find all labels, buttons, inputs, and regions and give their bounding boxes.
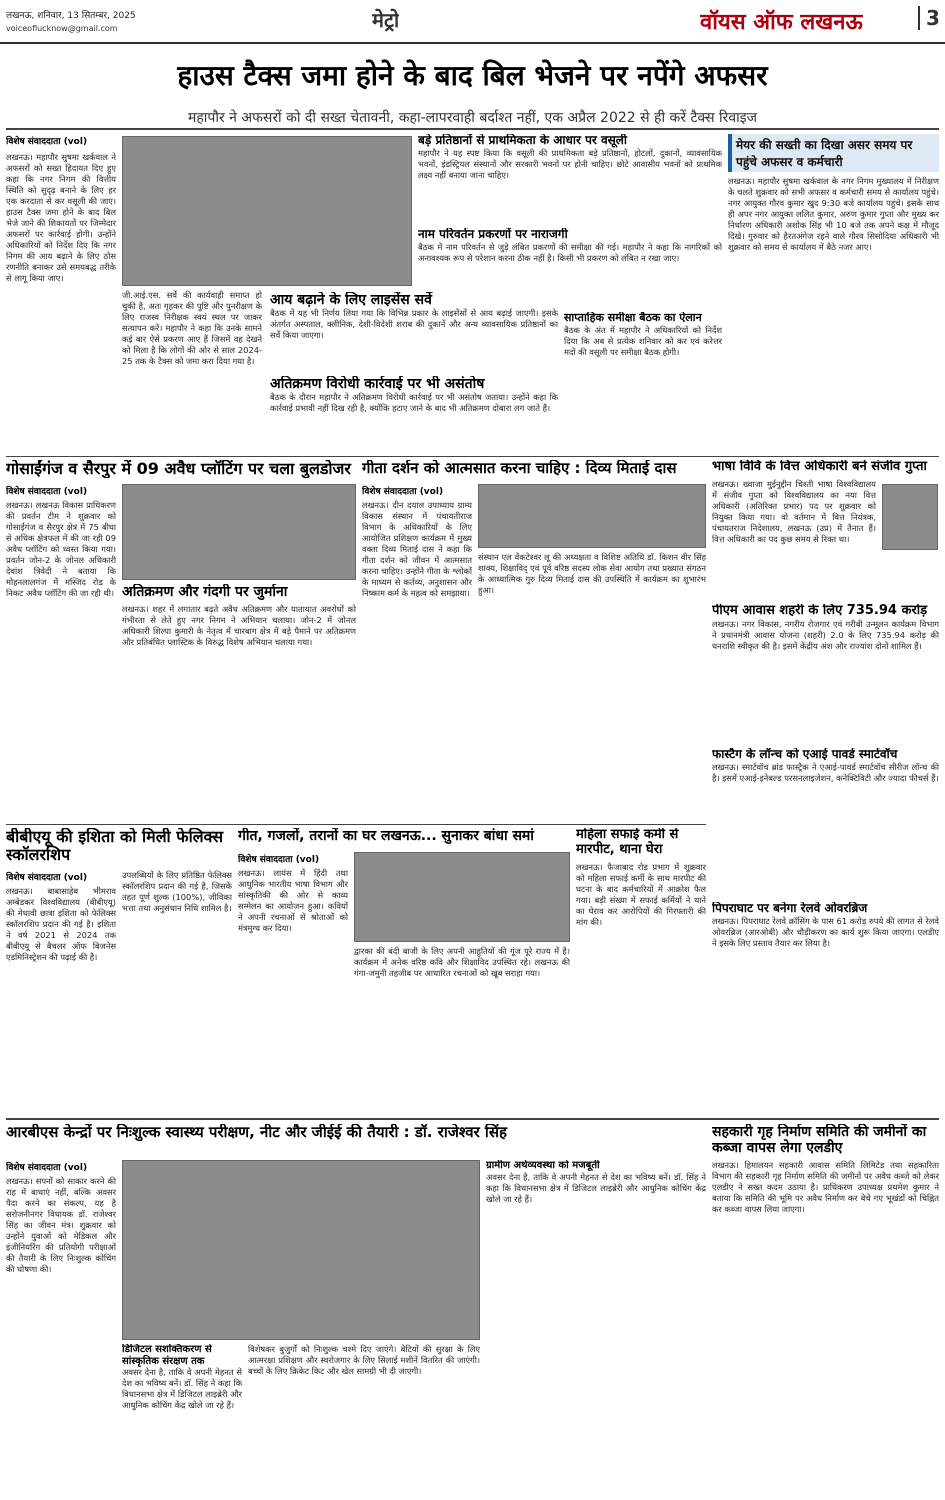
gita-text: लखनऊ। दीन दयाल उपाध्याय ग्राम्य विकास संस्थान में पंचायतीराज विभाग के अधिकारियों के लिए आयोजित प्रशिक्षण कार्यक्रम में मुख्य वक्ता दिव्य मिताई दास ने कहा कि गीता दर्शन को जीवन में आत्मसात करना चाहिए। उन्होंने गीता के श्लोकों के माध्यम से कर्तव्य, अनुशासन और निष्काम कर्म के महत्व को समझाया। [362,500,472,598]
health-text-3: विशेषकर बुजुर्गों को निःशुल्क चश्मे दिए जाएंगे। बेटियों की सुरक्षा के लिए आत्मरक्षा प्रशिक्षण और स्वरोजगार के लिए सिलाई मशीनें वितरित की जाएंगी। बच्चों के लिए क्रिकेट किट और खेल सामग्री भी दी जाएगी। [248,1344,480,1376]
vc-portrait [882,484,938,550]
mahila-text: लखनऊ। फैजाबाद रोड प्रभाग में शुक्रवार को महिला सफाई कर्मी के साथ मारपीट की घटना के बाद कर्मचारियों में आक्रोश फैल गया। बड़ी संख्या में सफाई कर्मियों ने थाने का घेराव कर आरोपियों की गिरफ्तारी की मांग की। [576,861,706,927]
health-photo [122,1160,480,1340]
geet-text: लखनऊ। लायंस में हिंदी तथा आधुनिक भारतीय भाषा विभाग और सांस्कृतिकी की ओर से काव्य सम्मेलन का आयोजन हुआ। कवियों ने अपनी रचनाओं से श्रोताओं को मंत्रमुग्ध कर दिया। [238,868,348,933]
divider [6,128,939,130]
page-number: 3 [918,6,940,30]
lda-story [712,1124,939,1494]
divider [6,456,939,457]
rural-box [486,1160,706,1494]
contact-email: voiceoflucknow@gmail.com [6,24,118,33]
mayor-story-text: लखनऊ। महापौर सुषमा खर्कवाल के नगर निगम मुख्यालय में निरीक्षण के चलते शुक्रवार को सभी अफसर व कर्मचारी समय से कार्यालय पहुंचे। नगर आयुक्त गौरव कुमार खुद 9:30 बजे कार्यालय पहुंचे। इसके साथ ही अपर नगर आयुक्त ललित कुमार, अरुण कुमार गुप्ता और मुख्य कर निर्धारण अधिकारी अशोक सिंह भी 10 बजे तक अपने कक्ष में मौजूद दिखे। गुरुवार को हैरतअंगेज रहने वाले गौरव सिसोदिया अधिकारी भी शुक्रवार को समय से कार्यालय में बैठे नजर आए। [728,176,939,252]
newspaper-brand: वॉयस ऑफ लखनऊ [700,10,863,35]
rural-box-title: ग्रामीण अर्थव्यवस्था को मजबूती [486,1160,600,1171]
mayor-story [728,134,939,452]
divider [6,824,706,825]
meeting-photo [122,136,412,286]
bbau-text: लखनऊ। बाबासाहेब भीमराव अम्बेडकर विश्वविद्यालय (बीबीएयू) की मेधावी छात्रा इशिता को फेलिक्स स्कॉलरशिप प्रदान की गई है। इशिता ने वर्ष 2021 से 2024 तक बीबीएयू से बैचलर ऑफ बिजनेस एडमिनिस्ट्रेशन की पढ़ाई की है। [6,886,116,962]
pipraghat-story [712,902,939,1112]
bulldozer-text: लखनऊ। लखनऊ विकास प्राधिकरण की प्रवर्तन टीम ने शुक्रवार को गोसाईंगंज व सैरपुर क्षेत्र में 75 बीघा से अधिक क्षेत्रफल में की जा रही 09 अवैध प्लॉटिंग को ध्वस्त किया गया। प्रवर्तन जोन-2 के जोनल अधिकारी देवांश त्रिवेदी ने बताया कि मोहनलालगंज में मस्जिद रोड के निकट अवैध प्लॉटिंग की जा रही थी। [6,500,116,598]
pm-awas-text: लखनऊ। नगर विकास, नगरीय रोजगार एवं गरीबी उन्मूलन कार्यक्रम विभाग ने प्रधानमंत्री आवास योजना (शहरी) 2.0 के लिए 735.94 करोड़ की धनराशि स्वीकृत की है। इसमें केंद्रीय अंश और राज्यांश दोनों शामिल हैं। [712,618,939,651]
health-headline: आरबीएस केन्द्रों पर निःशुल्क स्वास्थ्य परीक्षण, नीट और जीईई की तैयारी : डॉ. राजेश्वर सिंह [6,1124,507,1141]
gita-headline: गीता दर्शन को आत्मसात करना चाहिए : दिव्य मिताई दास [362,460,677,477]
bbau-byline: विशेष संवाददाता (vol) [6,873,88,883]
gita-text-2: संस्थान एल वेंकटेश्वर लू की अध्यक्षता व विशिष्ट अतिथि डॉ. किशन वीर सिंह शाक्य, शिक्षाविद् एवं पूर्व वरिष्ठ सदस्य लोक सेवा आयोग तथा प्रख्यात संगठन के आध्यात्मिक गुरु दिव्य मिताई दास की उपस्थिति में कार्यक्रम का शुभारंभ हुआ। [478,552,706,595]
section-label: मेट्रो [372,8,400,32]
gita-byline: विशेष संवाददाता (vol) [362,487,444,497]
bbau-text-2: उपलब्धियों के लिए प्रतिष्ठित फेलिक्स स्कॉलरशिप प्रदान की गई है, जिसके तहत पूर्ण शुल्क (100%), जीविका भत्ता तथा अनुसंधान निधि शामिल है। [122,870,232,913]
geet-photo [354,852,570,942]
pm-awas-headline: पीएम आवास शहरी के लिए 735.94 करोड़ [712,604,928,618]
bulldozer-photo [122,484,356,580]
sidebar-3 [270,292,558,372]
gita-photo [478,484,706,548]
digital-box-title: डिजिटल सशक्तिकरण से सांस्कृतिक संरक्षण तक [122,1344,212,1367]
vc-headline: भाषा विवि के वित्त अधिकारी बने संजीव गुप्ता [712,460,927,474]
sidebar-5 [564,312,722,452]
sidebar-4-title: अतिक्रमण विरोधी कार्रवाई पर भी असंतोष [270,376,485,392]
penalty-title: अतिक्रमण और गंदगी पर जुर्माना [122,584,288,600]
sidebar-3-title: आय बढ़ाने के लिए लाइसेंस सर्वे [270,292,432,308]
rural-box-text: अवसर देना है, ताकि वे अपनी मेहनत से देश का भविष्य बनें। डॉ. सिंह ने कहा कि विधानसभा क्षेत्र में डिजिटल लाइब्रेरी और आधुनिक कोचिंग केंद्र खोले जा रहे हैं। [486,1171,706,1204]
fastag-text: लखनऊ। स्मार्टवॉच ब्रांड फास्ट्रैक ने एआई-पावर्ड स्मार्टवॉच सीरीज लॉन्च की है। इसमें एआई-इनेबल्ड परसनलाइजेशन, कनेक्टिविटी और ज्यादा फीचर्स हैं। [712,761,939,783]
masthead [0,0,945,44]
divider [6,1118,939,1120]
pm-awas-story [712,604,939,744]
pipraghat-text: लखनऊ। पिपराघाट रेलवे क्रॉसिंग के पास 61 करोड़ रुपये की लागत से रेलवे ओवरब्रिज (आरओबी) और चौड़ीकरण का कार्य शुरू किया जाएगा। एलडीए ने इसके लिए प्रस्ताव तैयार कर लिया है। [712,915,939,948]
health-text: लखनऊ। सपनों को साकार करने की राह में बाधाएं नहीं, बल्कि अवसर पैदा करने का संकल्प, यह है सरोजनीनगर विधायक डॉ. राजेश्वर सिंह का जीवन मंत्र। शुक्रवार को उन्होंने युवाओं को मेडिकल और इंजीनियरिंग की प्रतियोगी परीक्षाओं की तैयारी के लिए निःशुल्क कोचिंग की घोषणा की। [6,1176,116,1274]
sidebar-4-text: बैठक के दौरान महापौर ने अतिक्रमण विरोधी कार्रवाई पर भी असंतोष जताया। उन्होंने कहा कि कार्रवाई प्रभावी नहीं दिख रही है, क्योंकि हटाए जाने के बाद भी अतिक्रमण दोबारा लग जाते हैं। [270,392,558,414]
digital-box [122,1344,242,1494]
sidebar-2-title: नाम परिवर्तन प्रकरणों पर नाराजगी [418,228,568,241]
sidebar-1 [418,134,722,224]
sidebar-5-text: बैठक के अंत में महापौर ने अधिकारियों को निर्देश दिया कि अब से प्रत्येक शनिवार को कर एवं करेत्तर मदों की वसूली पर समीक्षा बैठक होगी। [564,324,722,357]
lead-headline: हाउस टैक्स जमा होने के बाद बिल भेजने पर नपेंगे अफसर [177,59,768,92]
mahila-story [576,828,706,1112]
vc-text: लखनऊ। ख्वाजा मुईनुद्दीन चिश्ती भाषा विश्वविद्यालय में संजीव गुप्ता को विश्वविद्यालय का नया वित्त अधिकारी (अतिरिक्त प्रभार) पद पर शुक्रवार को नियुक्त किया गया। वो वर्तमान में वित्त नियंत्रक, पंचायतराज निदेशालय, लखनऊ (उप्र) में तैनात हैं। वित्त अधिकारी का पद कुछ समय से रिक्त था। [712,478,876,544]
sidebar-4 [270,376,558,452]
lead-byline: विशेष संवाददाता (vol) [6,137,88,147]
sidebar-1-text: महापौर ने यह स्पष्ट किया कि वसूली की प्राथमिकता बड़े प्रतिष्ठानों, होटलों, दुकानों, व्यावसायिक भवनों, इंडस्ट्रियल संस्थानों और सरकारी भवनों पर होनी चाहिए। छोटे आवासीय भवनों को प्राथमिक लक्ष्य नहीं बनाया जाना चाहिए। [418,147,722,180]
lda-headline: सहकारी गृह निर्माण समिति की जमीनों का कब्जा वापस लेगा एलडीए [712,1124,927,1157]
digital-box-text: अवसर देना है, ताकि वे अपनी मेहनत से देश का भविष्य बनें। डॉ. सिंह ने कहा कि विधानसभा क्षेत्र में डिजिटल लाइब्रेरी और आधुनिक कोचिंग केंद्र खोले जा रहे हैं। [122,1367,242,1410]
sidebar-2-text: बैठक में नाम परिवर्तन से जुड़े लंबित प्रकरणों की समीक्षा की गई। महापौर ने कहा कि नागरिकों को अनावश्यक रूप से परेशान करना ठीक नहीं है। किसी भी प्रकरण को लंबित न रखा जाए। [418,241,722,263]
lda-text: लखनऊ। हिमालयन सहकारी आवास समिति लिमिटेड तथा सहकारिता विभाग की सहकारी गृह निर्माण समिति की जमीनों पर अवैध कब्जे को लेकर एलडीए ने सख्त कदम उठाया है। प्राधिकरण उपाध्यक्ष प्रथमेश कुमार ने बताया कि समिति की भूमि पर अवैध निर्माण कर बेचे गए भूखंडों को चिह्नित कर कब्जा वापस लिया जाएगा। [712,1160,939,1215]
issue-date: लखनऊ, शनिवार, 13 सितम्बर, 2025 [6,11,136,21]
sidebar-5-title: साप्ताहिक समीक्षा बैठक का ऐलान [564,312,702,324]
sidebar-1-title: बड़े प्रतिष्ठानों से प्राथमिकता के आधार पर वसूली [418,134,628,147]
bulldozer-headline: गोसाईंगंज व सैरपुर में 09 अवैध प्लॉटिंग पर चला बुलडोजर [6,460,351,478]
vc-story [712,460,939,600]
sidebar-3-text: बैठक में यह भी निर्णय लिया गया कि विभिन्न प्रकार के लाइसेंसों से आय बढ़ाई जाएगी। इसके अंतर्गत अस्पताल, क्लीनिक, देशी-विदेशी शराब की दुकानें और अन्य व्यावसायिक प्रतिष्ठानों का सर्वे किया जाएगा। [270,308,558,341]
fastag-headline: फास्टैग के लॉन्च को एआई पावर्ड स्मार्टवॉच [712,748,898,761]
bbau-headline: बीबीएयू की इशिता को मिली फेलिक्स स्कॉलरशिप [6,828,224,865]
fastag-story [712,748,939,898]
lead-deck: महापौर ने अफसरों को दी सख्त चेतावनी, कहा-लापरवाही बर्दाश्त नहीं, एक अप्रैल 2022 से ही करें टैक्स रिवाइज [187,110,758,126]
health-byline: विशेष संवाददाता (vol) [6,1163,88,1173]
geet-text-2: द्वारका की बंदी बाजी के लिए अपनी आहुतियों की गूंज पूरे राज्य में है। कार्यक्रम में अनेक वरिष्ठ कवि और शिक्षाविद उपस्थित रहे। लखनऊ की गंगा-जमुनी तहजीब पर आधारित रचनाओं को खूब सराहा गया। [354,946,570,978]
mahila-headline: महिला सफाई कर्मी से मारपीट, थाना घेरा [576,828,679,857]
bulldozer-byline: विशेष संवाददाता (vol) [6,487,88,497]
lead-body-col2: जी.आई.एस. सर्वे की कार्यवाही समाप्त हो चुकी है, अतः गृहकर की पुष्टि और पुनरीक्षण के लिए राजस्व निरीक्षक स्वयं स्थल पर जाकर सत्यापन करें। महापौर ने कहा कि उनके सामने कई बार ऐसे प्रकरण आए हैं जिसमें वह देखने को मिला है कि लोगों की ओर से साल 2024-25 तक के टैक्स को जमा करा दिया गया है। [122,290,262,366]
penalty-text: लखनऊ। शहर में लगातार बढ़ते अवैध अतिक्रमण और यातायात अवरोधों को गंभीरता से लेते हुए नगर निगम ने अभियान चलाया। जोन-2 में जोनल अधिकारी शिल्पा कुमारी के नेतृत्व में चारबाग क्षेत्र में बड़े पैमाने पर अतिक्रमण और प्रतिबंधित प्लास्टिक के विरुद्ध विशेष अभियान चलाया गया। [122,604,356,647]
geet-byline: विशेष संवाददाता (vol) [238,855,320,865]
pipraghat-headline: पिपराघाट पर बनेगा रेलवे ओवरब्रिज [712,902,868,915]
lead-body: लखनऊ। महापौर सुषमा खर्कवाल ने अफसरों को सख्त हिदायत दिए हुए कहा कि नगर निगम की वित्तीय स्थिति को सुदृढ़ बनाने के लिए हर एक करदाता से कर वसूली की जाए। हाउस टैक्स जमा होने के बाद बिल भेजे जाने की शिकायतों पर जिम्मेदार अफसरों पर कार्रवाई होगी। उन्होंने अधिकारियों को निर्देश दिए कि नगर निगम की आय बढ़ाने के लिए ठोस रणनीति बनाकर उसे समयबद्ध तरीके से लागू किया जाए। [6,152,116,283]
mayor-story-title: मेयर की सख्ती का दिखा असर समय पर पहुंचे अफसर व कर्मचारी [728,134,939,172]
geet-headline: गीत, गजलों, तरानों का घर लखनऊ... सुनाकर बांधा समां [238,828,534,844]
